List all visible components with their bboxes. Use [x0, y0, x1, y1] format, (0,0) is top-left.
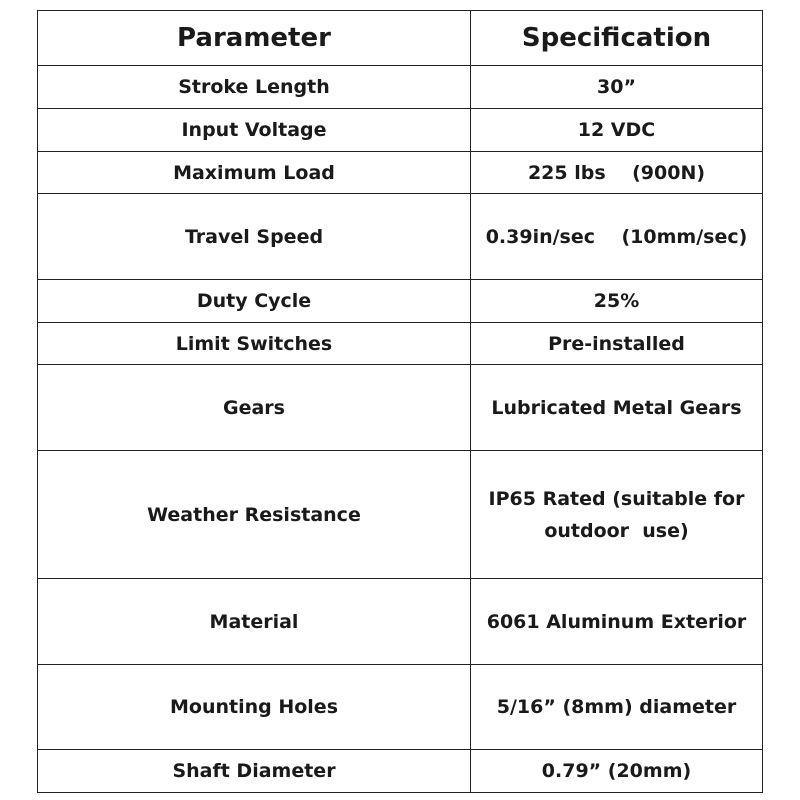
parameter-cell: Weather Resistance	[38, 451, 471, 579]
table-row	[38, 66, 763, 109]
specification-cell: Pre-installed	[471, 323, 763, 365]
table-row	[38, 665, 763, 750]
parameter-cell: Travel Speed	[38, 194, 471, 280]
parameter-cell: Shaft Diameter	[38, 750, 471, 793]
header-specification: Specification	[471, 11, 763, 66]
specification-cell: 12 VDC	[471, 109, 763, 152]
parameter-cell: Limit Switches	[38, 323, 471, 365]
specification-cell: 225 lbs (900N)	[471, 152, 763, 194]
parameter-cell: Mounting Holes	[38, 665, 471, 750]
table-row	[38, 323, 763, 365]
specification-cell: IP65 Rated (suitable for outdoor use)	[471, 451, 763, 579]
specification-cell: 0.79” (20mm)	[471, 750, 763, 793]
specification-cell: 30”	[471, 66, 763, 109]
table-row	[38, 451, 763, 579]
parameter-cell: Gears	[38, 365, 471, 451]
table-row	[38, 365, 763, 451]
specification-cell: 0.39in/sec (10mm/sec)	[471, 194, 763, 280]
table-row	[38, 109, 763, 152]
parameter-cell: Stroke Length	[38, 66, 471, 109]
specification-cell: Lubricated Metal Gears	[471, 365, 763, 451]
parameter-cell: Input Voltage	[38, 109, 471, 152]
table-row	[38, 194, 763, 280]
specification-cell: 5/16” (8mm) diameter	[471, 665, 763, 750]
parameter-cell: Material	[38, 579, 471, 665]
header-parameter: Parameter	[38, 11, 471, 66]
specification-cell: 25%	[471, 280, 763, 323]
parameter-cell: Maximum Load	[38, 152, 471, 194]
table-row	[38, 280, 763, 323]
specification-table	[37, 10, 763, 793]
header-row	[38, 11, 763, 66]
table-row	[38, 152, 763, 194]
parameter-cell: Duty Cycle	[38, 280, 471, 323]
table-row	[38, 579, 763, 665]
specification-cell: 6061 Aluminum Exterior	[471, 579, 763, 665]
table-row	[38, 750, 763, 793]
